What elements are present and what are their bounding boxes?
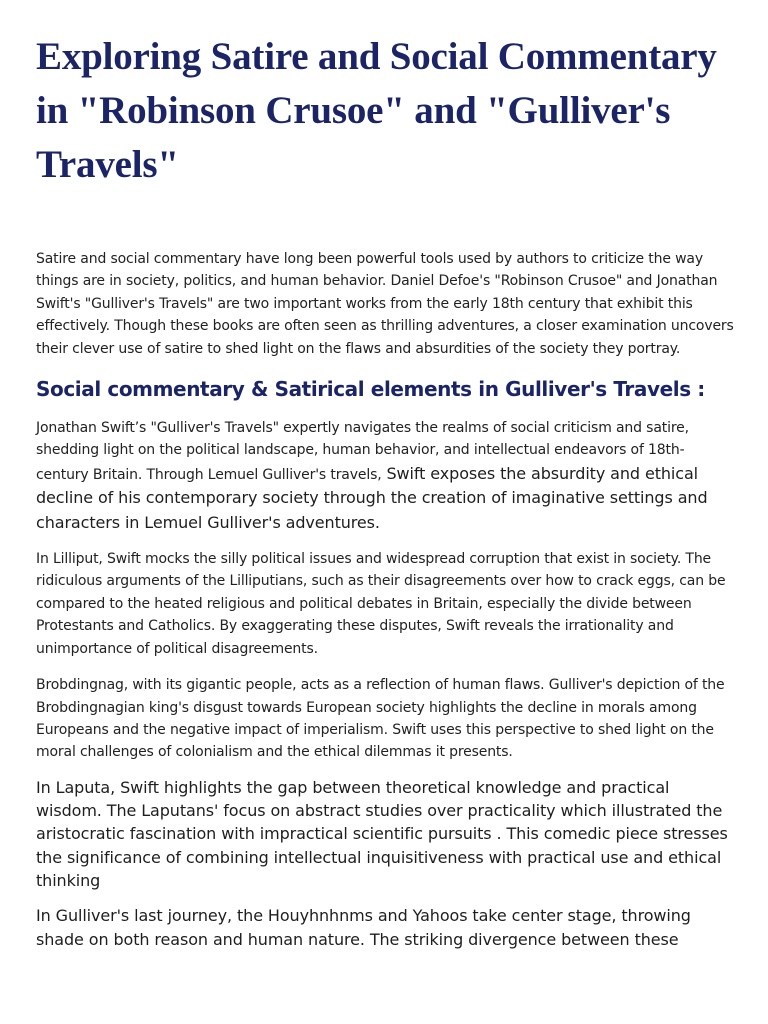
paragraph-swift-overview-large: Swift exposes the absurdity and ethical decline of his contemporary society through the creation of imaginative settings and characters in Lemuel Gulliver's adventures. — [36, 463, 708, 532]
paragraph-lilliput: In Lilliput, Swift mocks the silly political issues and widespread corruption that exist in society. The ridiculous arguments of the Lilliputians, such as their disagreements over how to crack eggs, can be compared to the heated religious and political debates in Britain, especially the divide between Protestants and Catholics. By exaggerating these disputes, Swift reveals the irrationality and unimportance of political disagreements. — [36, 551, 726, 657]
document-page — [36, 30, 734, 951]
document-title: Exploring Satire and Social Commentary in "Robinson Crusoe" and "Gulliver's Travels" — [36, 35, 717, 186]
paragraph-swift-overview — [36, 417, 734, 535]
paragraph-swift-overview-small: Jonathan Swift’s "Gulliver's Travels" expertly navigates the realms of social criticism and satire, shedding light on the political landscape, human behavior, and intellectual endeavors of 18th-century Britain. Through Lemuel Gulliver's travels, — [36, 420, 689, 483]
paragraph-brobdingnag: Brobdingnag, with its gigantic people, acts as a reflection of human flaws. Gulliver's depiction of the Brobdingnagian king's disgust towards European society highlights the decline in morals among Europeans and the negative impact of imperialism. Swift uses this perspective to shed light on the moral challenges of colonialism and the ethical dilemmas it presents. — [36, 677, 725, 761]
paragraph-laputa: In Laputa, Swift highlights the gap between theoretical knowledge and practical wisdom. The Laputans' focus on abstract studies over practicality which illustrated the aristocratic fascination with impractical scientific pursuits . This comedic piece stresses the significance of combining intellectual inquisitiveness with practical use and ethical thinking — [36, 777, 728, 890]
paragraph-houyhnhnms: In Gulliver's last journey, the Houyhnhnms and Yahoos take center stage, throwing shade on both reason and human nature. The striking divergence between these — [36, 906, 691, 949]
section-heading: Social commentary & Satirical elements in Gulliver's Travels : — [36, 377, 705, 402]
intro-paragraph: Satire and social commentary have long been powerful tools used by authors to criticize the way things are in society, politics, and human behavior. Daniel Defoe's "Robinson Crusoe" and Jonathan Swift's "Gulliver's Travels" are two important works from the early 18th century that exhibit this effectively. Though these books are often seen as thrilling adventures, a closer examination uncovers their clever use of satire to shed light on the flaws and absurdities of the society they portray. — [36, 251, 734, 357]
